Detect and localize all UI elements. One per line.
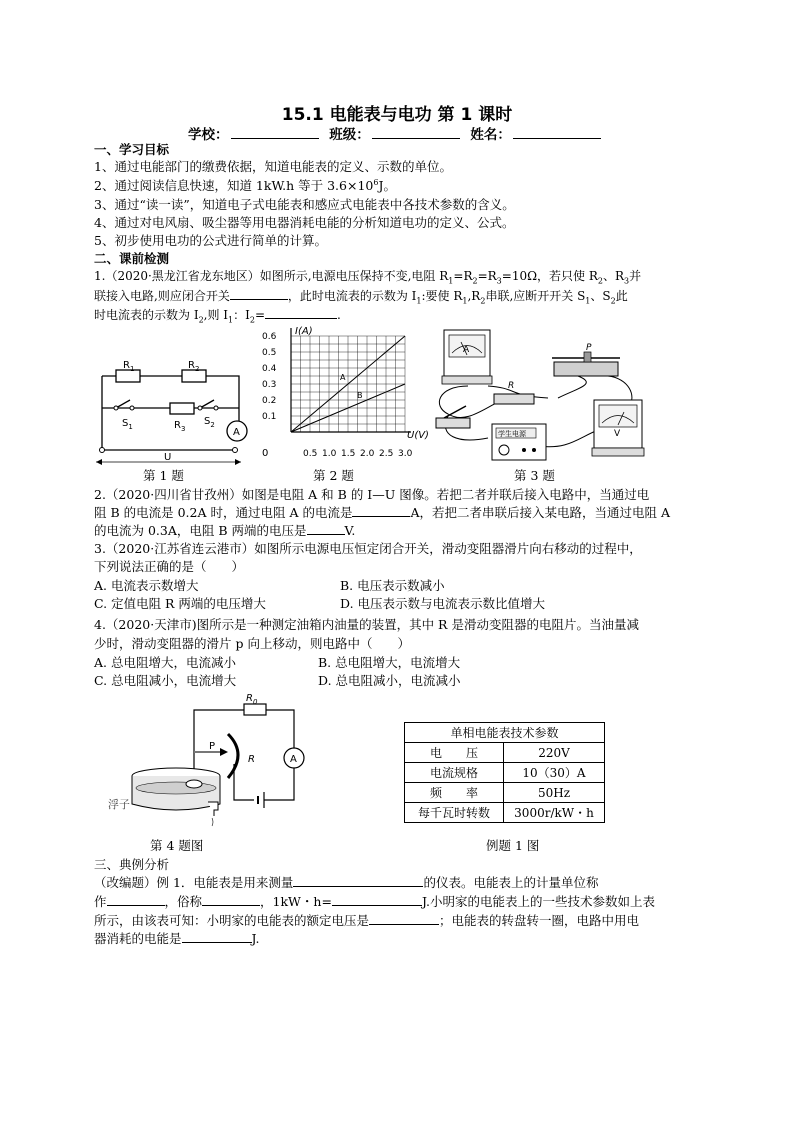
- ex1-blank-joules[interactable]: [332, 893, 422, 906]
- figure-1-circuit: [96, 360, 256, 468]
- table-row: 电流规格 10（30）A: [405, 763, 605, 783]
- voltmeter: [592, 400, 644, 456]
- section-heading-goals: 一、学习目标: [94, 142, 170, 157]
- origin-label: 0: [262, 448, 269, 459]
- table-row: 频 率 50Hz: [405, 783, 605, 803]
- q2-line-2: 阻 B 的电流是 0.2A 时，通过电阻 A 的电流是 A，若把二者串联后接入某电路，当通过电阻 A: [94, 505, 670, 520]
- series-label-a: A: [340, 373, 346, 382]
- example-1-caption: 例题 1 图: [486, 838, 540, 853]
- q4-line-1: 4.（2020·天津市)图所示是一种测定油箱内油量的装置，其中 R 是滑动变阻器的电阻片。当油量减: [94, 617, 639, 632]
- r1-label: $R_1$: [123, 360, 135, 373]
- ex1-blank-energy[interactable]: [182, 930, 252, 943]
- q2-line-3: 的电流为 0.3A，电阻 B 两端的电压是 V.: [94, 523, 356, 538]
- q3-option-d[interactable]: D. 电压表示数与电流表示数比值增大: [340, 596, 546, 611]
- table-row: 每千瓦时转数 3000r/kW・h: [405, 803, 605, 823]
- ex1-blank-common-name[interactable]: [202, 893, 260, 906]
- x-tick-label: 2.5: [379, 449, 394, 459]
- s1-label: $S_1$: [122, 418, 133, 431]
- x-tick-label: 2.0: [360, 449, 375, 459]
- float-label: 浮子: [108, 798, 130, 811]
- x-tick-label: 1.0: [322, 449, 337, 459]
- svg-text:V: V: [614, 429, 621, 439]
- y-tick-label: 0.2: [262, 396, 277, 406]
- table-row: 电 压 220V: [405, 743, 605, 763]
- rheostat-r-label: R: [248, 754, 255, 765]
- svg-text:A: A: [463, 345, 470, 355]
- q2-blank-voltage[interactable]: [307, 522, 345, 535]
- fixed-resistor: [494, 381, 534, 404]
- sliding-rheostat: [552, 343, 620, 376]
- goal-3: 3、通过“读一读”，知道电子式电能表和感应式电能表中各技术参数的含义。: [94, 197, 515, 212]
- figure-2-iu-chart: [256, 326, 429, 470]
- q3-line-1: 3.（2020·江苏省连云港市）如图所示电源电压恒定闭合开关，滑动变阻器滑片向右移动的过程中，: [94, 541, 642, 556]
- name-blank[interactable]: [513, 125, 601, 139]
- ex1-line-4: 器消耗的电能是 J.: [94, 931, 260, 946]
- y-tick-label: 0.5: [262, 348, 277, 358]
- figure-2-caption: 第 2 题: [313, 468, 354, 483]
- svg-text:P: P: [586, 343, 592, 353]
- r3-label: $R_3$: [174, 420, 186, 433]
- q1-line-2: 联接入电路,则应闭合开关 ，此时电流表的示数为 $I_1$:要使 $R_1,R_2$串联,应断开开关 $S_1$、$S_2$此: [94, 289, 628, 306]
- ex1-line-1: （改编题）例 1．电能表是用来测量 的仪表。电能表上的计量单位称: [94, 875, 599, 890]
- q3-option-c[interactable]: C. 定值电阻 R 两端的电压增大: [94, 596, 266, 611]
- q3-option-b[interactable]: B. 电压表示数减小: [340, 578, 445, 593]
- q1-line-1: 1.（2020·黑龙江省龙东地区）如图所示,电源电压保持不变,电阻 $R_1=R_2=R_3=10\Omega$，若只使 $R_2$、$R_3$并: [94, 269, 642, 286]
- y-tick-label: 0.3: [262, 380, 277, 390]
- school-label: 学校：: [188, 127, 229, 143]
- name-label: 姓名：: [470, 127, 511, 143]
- q1-line-3: 时电流表的示数为 $I_2$,则 $I_1$：$I_2=$ .: [94, 308, 341, 325]
- student-info-line: [188, 123, 607, 143]
- ex1-blank-rated-voltage[interactable]: [369, 912, 439, 925]
- q1-blank-switch[interactable]: [230, 287, 288, 300]
- section-heading-examples: 三、典例分析: [94, 857, 170, 872]
- meter-spec-table: [404, 722, 605, 823]
- spec-table-title: 单相电能表技术参数: [405, 723, 605, 743]
- x-tick-label: 1.5: [341, 449, 356, 459]
- q4-line-2: 少时，滑动变阻器的滑片 p 向上移动，则电路中（ ）: [94, 636, 410, 651]
- figure-4-caption: 第 4 题图: [150, 838, 204, 853]
- r0-label: $R_0$: [246, 693, 258, 706]
- s2-label: $S_2$: [204, 416, 215, 429]
- ex1-line-2: 作 ，俗称 ，1kW・h= J.小明家的电能表上的一些技术参数如上表: [94, 894, 655, 909]
- q2-line-1: 2.（2020·四川省甘孜州）如图是电阻 A 和 B 的 I—U 图像。若把二者并联后接入电路中，当通过电: [94, 487, 650, 502]
- ammeter: [442, 330, 492, 384]
- section-heading-pretest: 二、课前检测: [94, 251, 170, 266]
- page-title: 15.1 电能表与电功 第 1 课时: [281, 105, 513, 125]
- slider-p-label: P: [209, 741, 216, 752]
- svg-text:R: R: [508, 381, 515, 391]
- q4-option-d[interactable]: D. 总电阻减小，电流减小: [318, 673, 461, 688]
- q4-option-c[interactable]: C. 总电阻减小，电流增大: [94, 673, 237, 688]
- x-tick-label: 0.5: [303, 449, 318, 459]
- ammeter-label: A: [290, 754, 297, 765]
- ex1-blank-unit[interactable]: [107, 893, 165, 906]
- q4-option-a[interactable]: A. 总电阻增大，电流减小: [94, 655, 236, 670]
- y-tick-label: 0.1: [262, 412, 277, 422]
- y-tick-label: 0.6: [262, 332, 277, 342]
- q3-line-2: 下列说法正确的是（ ）: [94, 559, 245, 574]
- series-label-b: B: [357, 391, 363, 400]
- q4-option-b[interactable]: B. 总电阻增大，电流增大: [318, 655, 461, 670]
- voltage-label: U: [164, 452, 172, 463]
- y-tick-label: 0.4: [262, 364, 277, 374]
- figure-3-apparatus: [428, 326, 648, 466]
- class-label: 班级：: [329, 127, 370, 143]
- class-blank[interactable]: [372, 125, 460, 139]
- q2-blank-current[interactable]: [352, 504, 410, 517]
- ex1-blank-measure[interactable]: [293, 874, 423, 887]
- x-axis-label: U(V): [407, 430, 429, 441]
- x-tick-label: 3.0: [398, 449, 413, 459]
- r2-label: $R_2$: [188, 360, 200, 373]
- fuel-tank: [132, 768, 220, 826]
- q1-blank-ratio[interactable]: [265, 306, 337, 319]
- goal-5: 5、初步使用电功的公式进行简单的计算。: [94, 233, 327, 248]
- ex1-line-3: 所示，由该表可知：小明家的电能表的额定电压是 ；电能表的转盘转一圈，电路中用电: [94, 913, 640, 928]
- svg-text:学生电源: 学生电源: [498, 430, 526, 438]
- goal-1: 1、通过电能部门的缴费依据，知道电能表的定义、示数的单位。: [94, 159, 452, 174]
- goal-2: 2、通过阅读信息快速，知道 1kW.h 等于 $3.6\times 10^6J$。: [94, 177, 396, 193]
- figure-1-caption: 第 1 题: [143, 468, 184, 483]
- y-axis-label: I(A): [295, 326, 313, 337]
- ammeter-label: A: [233, 427, 240, 438]
- power-supply: [492, 424, 546, 460]
- figure-4-fuel-gauge: [108, 692, 312, 832]
- school-blank[interactable]: [231, 125, 319, 139]
- goal-4: 4、通过对电风扇、吸尘器等用电器消耗电能的分析知道电功的定义、公式。: [94, 215, 515, 230]
- q3-option-a[interactable]: A. 电流表示数增大: [94, 578, 199, 593]
- figure-3-caption: 第 3 题: [514, 468, 555, 483]
